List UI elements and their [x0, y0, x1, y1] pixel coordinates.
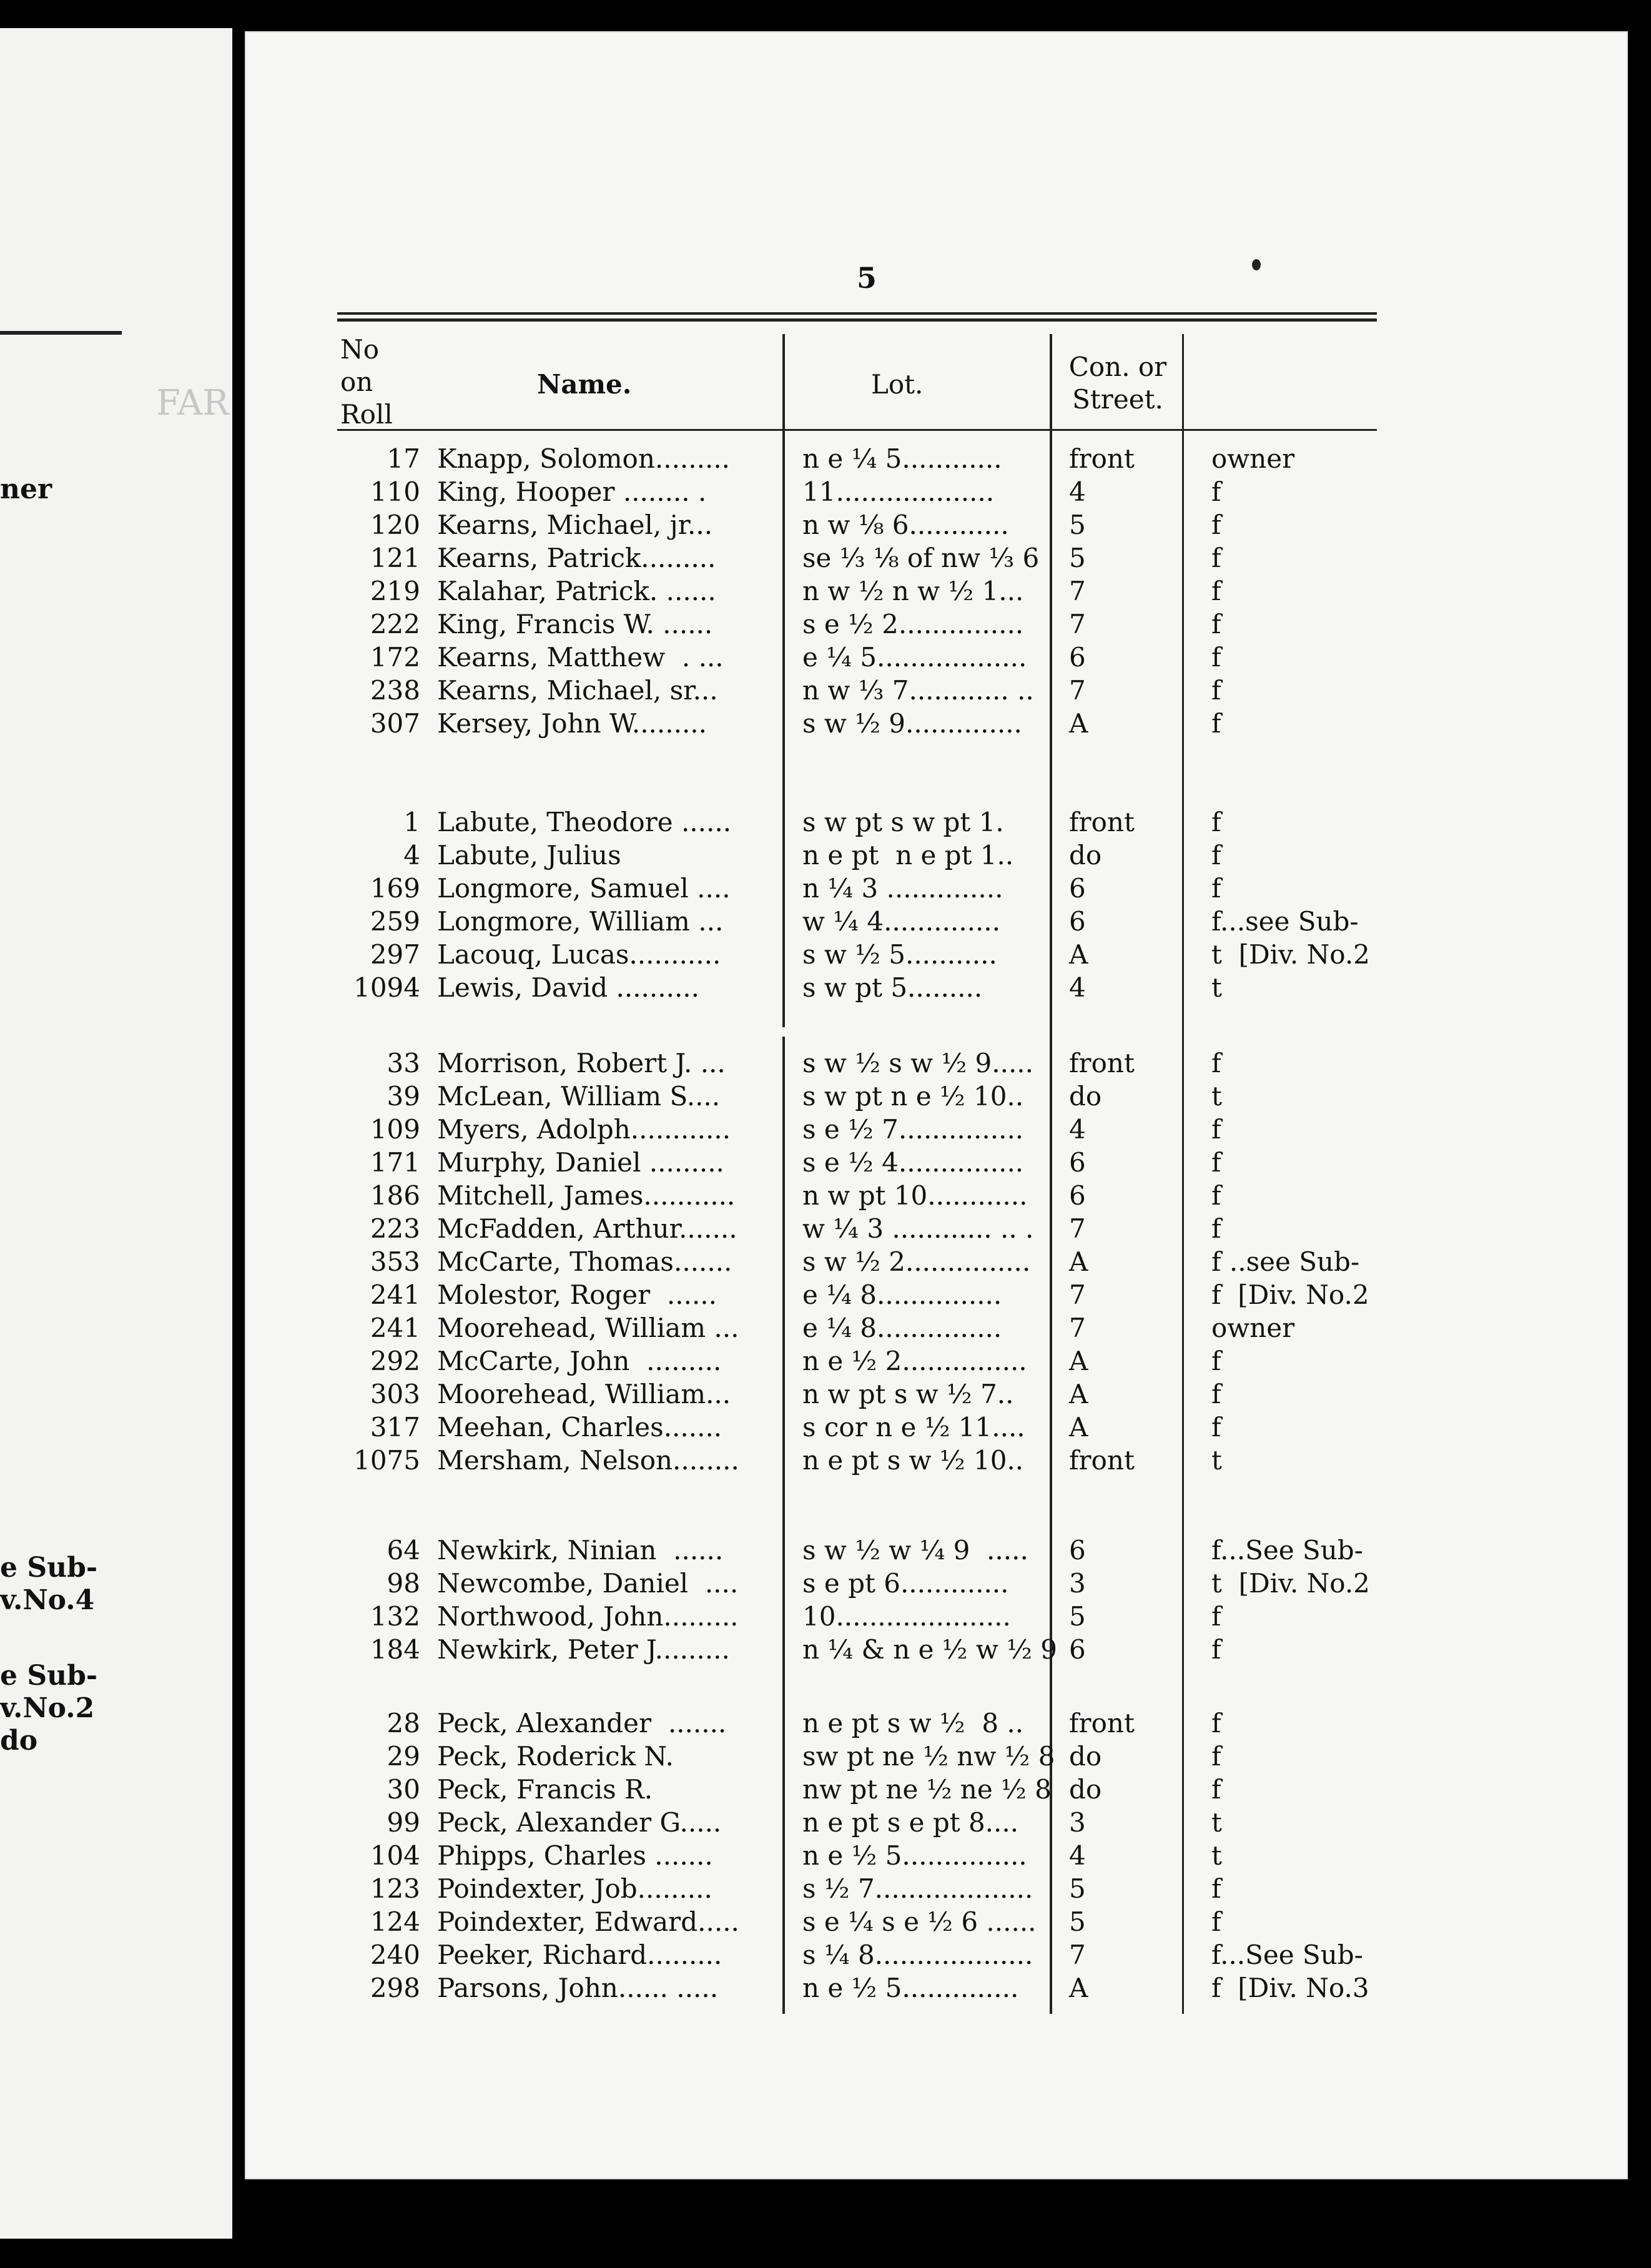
entry-name: Murphy, Daniel .........: [437, 1147, 724, 1178]
roll-number: 219: [370, 576, 420, 606]
entry-tenure: owner: [1211, 1313, 1295, 1343]
entry-tenure: t: [1211, 1840, 1222, 1871]
left-fragment-3: v.No.4: [0, 1584, 95, 1616]
entry-name: Mitchell, James...........: [437, 1180, 736, 1211]
entry-con-or-street: 6: [1069, 873, 1086, 904]
entry-name: Poindexter, Job.........: [437, 1873, 712, 1904]
roll-number: 222: [370, 609, 420, 639]
table-row: [0, 1634, 1651, 1667]
entry-lot: se ⅓ ⅛ of nw ⅓ 6: [802, 543, 1040, 573]
entry-name: Longmore, Samuel ....: [437, 873, 731, 904]
entry-tenure: f: [1211, 543, 1221, 573]
roll-number: 186: [370, 1180, 420, 1211]
roll-number: 240: [370, 1940, 420, 1970]
roll-number: 98: [387, 1568, 420, 1599]
entry-tenure: f: [1211, 708, 1221, 739]
roll-number: 17: [387, 443, 420, 474]
table-row: [0, 1535, 1651, 1568]
roll-number: 39: [387, 1081, 420, 1112]
entry-con-or-street: 6: [1069, 1180, 1086, 1211]
roll-number: 241: [370, 1313, 420, 1343]
header-top-rule-2: [337, 318, 1377, 322]
entry-tenure: f...See Sub-: [1211, 1535, 1363, 1565]
entry-lot: n e ½ 5..............: [802, 1973, 1019, 2003]
entry-tenure: f: [1211, 510, 1221, 540]
entry-name: Morrison, Robert J. ...: [437, 1048, 726, 1078]
entry-con-or-street: 6: [1069, 906, 1086, 937]
roll-number: 1094: [353, 972, 420, 1003]
entry-con-or-street: 7: [1069, 609, 1086, 639]
entry-con-or-street: front: [1069, 1048, 1135, 1078]
entry-tenure: f: [1211, 1147, 1221, 1178]
table-row: [0, 1246, 1651, 1279]
roll-number: 99: [387, 1807, 420, 1838]
roll-number: 184: [370, 1634, 420, 1665]
roll-number: 123: [370, 1873, 420, 1904]
entry-con-or-street: 5: [1069, 543, 1086, 573]
entry-name: Lewis, David ..........: [437, 972, 699, 1003]
entry-tenure: f: [1211, 1048, 1221, 1078]
entry-lot: s w pt 5.........: [802, 972, 983, 1003]
table-row: [0, 1568, 1651, 1601]
entry-name: McCarte, Thomas.......: [437, 1246, 732, 1277]
table-row: [0, 708, 1651, 741]
roll-number: 307: [370, 708, 420, 739]
roll-number: 317: [370, 1412, 420, 1442]
roll-number: 29: [387, 1741, 420, 1772]
left-fragment-2: e Sub-: [0, 1552, 98, 1584]
table-row: [0, 1346, 1651, 1379]
entry-con-or-street: 7: [1069, 675, 1086, 706]
table-row: [0, 576, 1651, 609]
entry-lot: n ¼ 3 ..............: [802, 873, 1003, 904]
entry-tenure: f...See Sub-: [1211, 1940, 1363, 1970]
entry-tenure: f: [1211, 1180, 1221, 1211]
entry-con-or-street: 4: [1069, 476, 1086, 507]
table-row: [0, 873, 1651, 906]
table-row: [0, 1840, 1651, 1873]
page-number: 5: [857, 261, 877, 295]
bleed-through-mark: FAR: [156, 383, 229, 423]
roll-number: 169: [370, 873, 420, 904]
entry-name: Poindexter, Edward.....: [437, 1906, 739, 1937]
entry-con-or-street: 4: [1069, 1840, 1086, 1871]
entry-lot: s e ½ 2...............: [802, 609, 1024, 639]
entry-name: Kearns, Michael, sr...: [437, 675, 718, 706]
entry-tenure: f: [1211, 807, 1221, 837]
entry-name: Newkirk, Ninian ......: [437, 1535, 724, 1565]
table-row: [0, 1601, 1651, 1634]
entry-lot: sw pt ne ½ nw ½ 8: [802, 1741, 1055, 1772]
entry-tenure: owner: [1211, 443, 1295, 474]
entry-name: King, Francis W. ......: [437, 609, 713, 639]
entry-con-or-street: 7: [1069, 576, 1086, 606]
entry-name: Parsons, John...... .....: [437, 1973, 719, 2003]
table-row: [0, 972, 1651, 1005]
entry-tenure: f: [1211, 1634, 1221, 1665]
roll-number: 132: [370, 1601, 420, 1632]
roll-number: 353: [370, 1246, 420, 1277]
roll-number: 109: [370, 1114, 420, 1145]
table-row: [0, 1906, 1651, 1940]
entry-name: McLean, William S....: [437, 1081, 721, 1112]
entry-tenure: f: [1211, 1379, 1221, 1409]
entry-name: Labute, Julius: [437, 840, 621, 870]
left-fragment-1: ner: [0, 473, 52, 505]
entry-name: Peck, Roderick N.: [437, 1741, 674, 1772]
left-page-rule: [0, 331, 122, 335]
entry-name: Phipps, Charles .......: [437, 1840, 713, 1871]
roll-number: 297: [370, 939, 420, 970]
entry-con-or-street: 5: [1069, 1601, 1086, 1632]
entry-tenure: f: [1211, 1906, 1221, 1937]
table-row: [0, 1873, 1651, 1906]
entry-tenure: f: [1211, 1346, 1221, 1376]
table-row: [0, 510, 1651, 543]
entry-name: Kearns, Matthew . ...: [437, 642, 724, 673]
roll-number: 171: [370, 1147, 420, 1178]
roll-number: 110: [370, 476, 420, 507]
entry-con-or-street: 6: [1069, 1535, 1086, 1565]
left-fragment-4: e Sub-: [0, 1660, 98, 1692]
entry-con-or-street: 6: [1069, 1634, 1086, 1665]
entry-lot: w ¼ 4..............: [802, 906, 1000, 937]
entry-tenure: t: [1211, 972, 1222, 1003]
entry-tenure: f [Div. No.3: [1211, 1973, 1369, 2003]
header-bottom-rule: [337, 429, 1377, 431]
table-row: [0, 1940, 1651, 1973]
entry-con-or-street: 3: [1069, 1568, 1086, 1599]
roll-number: 124: [370, 1906, 420, 1937]
entry-con-or-street: 5: [1069, 1873, 1086, 1904]
entry-name: Lacouq, Lucas...........: [437, 939, 721, 970]
entry-con-or-street: 7: [1069, 1213, 1086, 1244]
entry-name: King, Hooper ........ .: [437, 476, 707, 507]
roll-number: 120: [370, 510, 420, 540]
roll-number: 1: [403, 807, 420, 837]
entry-con-or-street: 4: [1069, 972, 1086, 1003]
entry-tenure: f: [1211, 609, 1221, 639]
entry-lot: e ¼ 5..................: [802, 642, 1027, 673]
table-row: [0, 906, 1651, 939]
roll-number: 1075: [353, 1445, 420, 1476]
entry-tenure: f...see Sub-: [1211, 906, 1359, 937]
entry-con-or-street: 5: [1069, 510, 1086, 540]
entry-name: Peeker, Richard.........: [437, 1940, 722, 1970]
table-row: [0, 1973, 1651, 2006]
entry-lot: s e ½ 7...............: [802, 1114, 1024, 1145]
roll-number: 104: [370, 1840, 420, 1871]
entry-tenure: f: [1211, 1213, 1221, 1244]
entry-lot: e ¼ 8...............: [802, 1279, 1002, 1310]
entry-lot: s e ¼ s e ½ 6 ......: [802, 1906, 1037, 1937]
entry-lot: s w ½ 9..............: [802, 708, 1022, 739]
entry-name: Peck, Francis R.: [437, 1774, 653, 1805]
table-row: [0, 1445, 1651, 1478]
entry-con-or-street: front: [1069, 1708, 1135, 1738]
entry-tenure: f: [1211, 1412, 1221, 1442]
entry-lot: n e ½ 5...............: [802, 1840, 1027, 1871]
entry-con-or-street: front: [1069, 807, 1135, 837]
entry-con-or-street: 7: [1069, 1940, 1086, 1970]
roll-number: 238: [370, 675, 420, 706]
entry-con-or-street: do: [1069, 1774, 1102, 1805]
entry-lot: n w ⅓ 7............ ..: [802, 675, 1034, 706]
roll-number: 64: [387, 1535, 420, 1565]
entry-name: Knapp, Solomon.........: [437, 443, 731, 474]
entry-con-or-street: 6: [1069, 1147, 1086, 1178]
entry-lot: n e ¼ 5............: [802, 443, 1002, 474]
table-row: [0, 939, 1651, 972]
entry-lot: 10.....................: [802, 1601, 1011, 1632]
entry-lot: n e pt s w ½ 10..: [802, 1445, 1024, 1476]
entry-lot: nw pt ne ½ ne ½ 8: [802, 1774, 1052, 1805]
entry-name: Myers, Adolph............: [437, 1114, 731, 1145]
entry-con-or-street: 5: [1069, 1906, 1086, 1937]
table-row: [0, 609, 1651, 642]
entry-tenure: f: [1211, 576, 1221, 606]
entry-tenure: f: [1211, 675, 1221, 706]
entry-lot: s w ½ w ¼ 9 .....: [802, 1535, 1028, 1565]
entry-name: Kalahar, Patrick. ......: [437, 576, 716, 606]
entry-tenure: t [Div. No.2: [1211, 1568, 1370, 1599]
entry-con-or-street: A: [1069, 1379, 1088, 1409]
entry-con-or-street: A: [1069, 939, 1088, 970]
entry-lot: n w pt 10............: [802, 1180, 1028, 1211]
entry-name: Moorehead, William ...: [437, 1313, 739, 1343]
entry-tenure: f: [1211, 1601, 1221, 1632]
left-fragment-6: do: [0, 1725, 38, 1757]
entry-name: Kersey, John W.........: [437, 708, 707, 739]
table-row: [0, 1741, 1651, 1774]
entry-tenure: f: [1211, 873, 1221, 904]
table-row: [0, 543, 1651, 576]
entry-lot: n e pt s w ½ 8 ..: [802, 1708, 1024, 1738]
entry-con-or-street: front: [1069, 1445, 1135, 1476]
entry-con-or-street: A: [1069, 1346, 1088, 1376]
entry-name: Molestor, Roger ......: [437, 1279, 717, 1310]
roll-number: 223: [370, 1213, 420, 1244]
entry-lot: s w pt n e ½ 10..: [802, 1081, 1024, 1112]
roll-number: 298: [370, 1973, 420, 2003]
entry-lot: s ¼ 8...................: [802, 1940, 1033, 1970]
entry-tenure: f: [1211, 1114, 1221, 1145]
entry-tenure: f: [1211, 1774, 1221, 1805]
roll-number: 303: [370, 1379, 420, 1409]
entry-name: Peck, Alexander .......: [437, 1708, 727, 1738]
entry-lot: s w ½ s w ½ 9.....: [802, 1048, 1034, 1078]
table-row: [0, 1114, 1651, 1147]
table-row: [0, 1807, 1651, 1840]
entry-tenure: t: [1211, 1081, 1222, 1112]
entry-con-or-street: A: [1069, 1246, 1088, 1277]
entry-name: McFadden, Arthur.......: [437, 1213, 737, 1244]
entry-con-or-street: 4: [1069, 1114, 1086, 1145]
header-on: on: [340, 367, 373, 397]
header-no-on-roll: [340, 333, 397, 431]
table-row: [0, 675, 1651, 708]
entry-lot: s e pt 6.............: [802, 1568, 1009, 1599]
header-con-street: [1062, 351, 1174, 416]
entry-con-or-street: do: [1069, 840, 1102, 870]
roll-number: 292: [370, 1346, 420, 1376]
table-row: [0, 642, 1651, 675]
entry-lot: n e ½ 2...............: [802, 1346, 1027, 1376]
entry-con-or-street: 7: [1069, 1313, 1086, 1343]
entry-tenure: f: [1211, 1741, 1221, 1772]
entry-name: Moorehead, William...: [437, 1379, 731, 1409]
entry-name: Kearns, Patrick.........: [437, 543, 716, 573]
entry-name: Mersham, Nelson........: [437, 1445, 739, 1476]
entry-name: Peck, Alexander G.....: [437, 1807, 722, 1838]
table-row: [0, 1048, 1651, 1081]
entry-lot: 11...................: [802, 476, 995, 507]
entry-tenure: f ..see Sub-: [1211, 1246, 1360, 1277]
entry-lot: e ¼ 8...............: [802, 1313, 1002, 1343]
entry-con-or-street: do: [1069, 1741, 1102, 1772]
entry-tenure: t: [1211, 1445, 1222, 1476]
table-row: [0, 476, 1651, 510]
entry-name: Newcombe, Daniel ....: [437, 1568, 739, 1599]
header-top-rule: [337, 312, 1377, 315]
entry-name: Northwood, John.........: [437, 1601, 739, 1632]
entry-lot: s e ½ 4...............: [802, 1147, 1024, 1178]
entry-lot: s cor n e ½ 11....: [802, 1412, 1025, 1442]
entry-name: McCarte, John .........: [437, 1346, 722, 1376]
entry-tenure: t [Div. No.2: [1211, 939, 1370, 970]
entry-tenure: f [Div. No.2: [1211, 1279, 1369, 1310]
header-con-or: Con. or: [1068, 352, 1167, 382]
entry-lot: n ¼ & n e ½ w ½ 9: [802, 1634, 1057, 1665]
entry-lot: s w ½ 5...........: [802, 939, 997, 970]
table-row: [0, 1180, 1651, 1213]
entry-con-or-street: 7: [1069, 1279, 1086, 1310]
entry-name: Labute, Theodore ......: [437, 807, 732, 837]
roll-number: 259: [370, 906, 420, 937]
roll-number: 121: [370, 543, 420, 573]
entry-name: Meehan, Charles.......: [437, 1412, 722, 1442]
entry-con-or-street: 6: [1069, 642, 1086, 673]
entry-tenure: f: [1211, 840, 1221, 870]
entry-con-or-street: front: [1069, 443, 1135, 474]
header-roll: Roll: [340, 399, 393, 430]
entry-con-or-street: A: [1069, 1973, 1088, 2003]
left-fragment-5: v.No.2: [0, 1692, 95, 1724]
entry-tenure: f: [1211, 1873, 1221, 1904]
entry-lot: n e pt s e pt 8....: [802, 1807, 1019, 1838]
table-row: [0, 807, 1651, 840]
entry-con-or-street: A: [1069, 708, 1088, 739]
roll-number: 4: [403, 840, 420, 870]
entry-con-or-street: 3: [1069, 1807, 1086, 1838]
table-row: [0, 1147, 1651, 1180]
entry-tenure: f: [1211, 1708, 1221, 1738]
header-no: No: [340, 334, 380, 365]
roll-number: 172: [370, 642, 420, 673]
table-row: [0, 1081, 1651, 1114]
table-row: [0, 1279, 1651, 1313]
entry-name: Longmore, William ...: [437, 906, 724, 937]
table-row: [0, 1313, 1651, 1346]
entry-lot: s w pt s w pt 1.: [802, 807, 1004, 837]
table-row: [0, 1379, 1651, 1412]
entry-lot: s w ½ 2...............: [802, 1246, 1031, 1277]
table-row: [0, 840, 1651, 873]
table-row: [0, 1412, 1651, 1445]
entry-con-or-street: do: [1069, 1081, 1102, 1112]
entry-name: Kearns, Michael, jr...: [437, 510, 713, 540]
header-name: Name.: [537, 369, 632, 400]
entry-lot: w ¼ 3 ............ .. .: [802, 1213, 1034, 1244]
table-row: [0, 1708, 1651, 1741]
entry-lot: n w pt s w ½ 7..: [802, 1379, 1014, 1409]
entry-lot: s ½ 7...................: [802, 1873, 1033, 1904]
entry-tenure: f: [1211, 642, 1221, 673]
roll-number: 28: [387, 1708, 420, 1738]
entry-con-or-street: A: [1069, 1412, 1088, 1442]
roll-number: 30: [387, 1774, 420, 1805]
ink-speck: [1252, 259, 1261, 270]
header-lot: Lot.: [871, 369, 924, 400]
roll-number: 241: [370, 1279, 420, 1310]
entry-name: Newkirk, Peter J.........: [437, 1634, 730, 1665]
header-street: Street.: [1072, 384, 1163, 415]
entry-tenure: f: [1211, 476, 1221, 507]
table-row: [0, 443, 1651, 476]
entry-lot: n e pt n e pt 1..: [802, 840, 1014, 870]
entry-lot: n w ½ n w ½ 1...: [802, 576, 1024, 606]
roll-number: 33: [387, 1048, 420, 1078]
entry-tenure: t: [1211, 1807, 1222, 1838]
table-row: [0, 1213, 1651, 1246]
entry-lot: n w ⅛ 6............: [802, 510, 1009, 540]
table-row: [0, 1774, 1651, 1807]
